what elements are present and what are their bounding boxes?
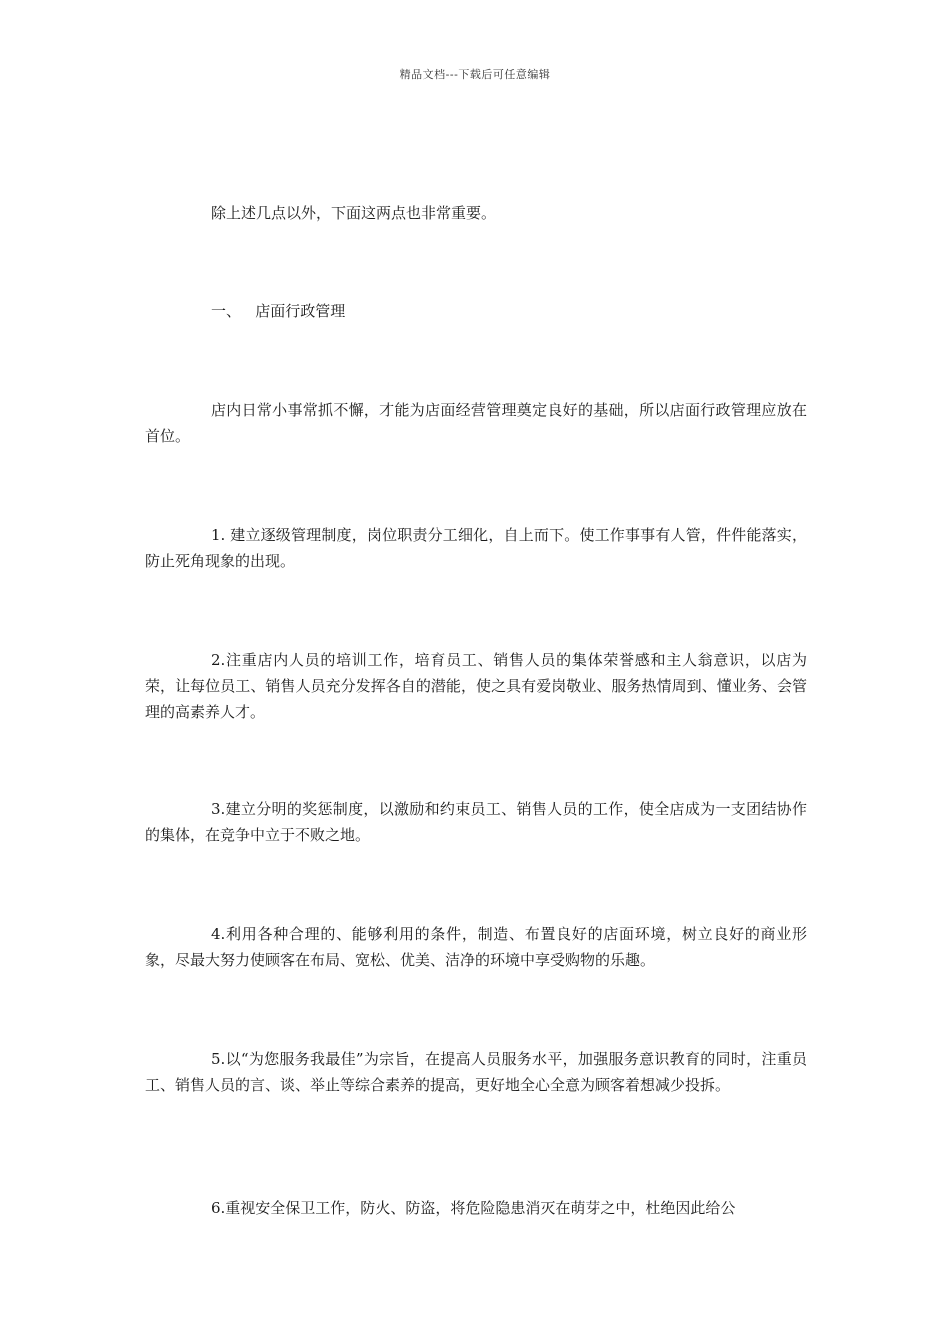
list-item-3: 3.建立分明的奖惩制度，以激励和约束员工、销售人员的工作，使全店成为一支团结协作的集体，在竞争中立于不败之地。 (145, 800, 807, 844)
list-item-5: 5.以“为您服务我最佳”为宗旨，在提高人员服务水平，加强服务意识教育的同时，注重员工、销售人员的言、谈、举止等综合素养的提高，更好地全心全意为顾客着想减少投拆。 (145, 1050, 807, 1094)
list-item-1: 1. 建立逐级管理制度，岗位职责分工细化，自上而下。使工作事事有人管，件件能落实，防止死角现象的出现。 (145, 526, 807, 570)
list-item-4: 4.利用各种合理的、能够利用的条件，制造、布置良好的店面环境，树立良好的商业形象，尽最大努力使顾客在布局、宽松、优美、洁净的环境中享受购物的乐趣。 (145, 925, 807, 969)
list-item-6: 6.重视安全保卫工作，防火、防盗，将危险隐患消灭在萌芽之中，杜绝因此给公 (211, 1199, 736, 1217)
page-header: 精品文档---下载后可任意编辑 (399, 68, 551, 81)
list-item-2: 2.注重店内人员的培训工作，培育员工、销售人员的集体荣誉感和主人翁意识，以店为荣，让每位员工、销售人员充分发挥各自的潜能，使之具有爱岗敬业、服务热情周到、懂业务、会管理的高素养人才。 (145, 651, 807, 721)
section-intro-paragraph: 店内日常小事常抓不懈，才能为店面经营管理奠定良好的基础，所以店面行政管理应放在首位。 (145, 401, 807, 445)
section-title: 一、 店面行政管理 (211, 302, 346, 320)
intro-paragraph: 除上述几点以外，下面这两点也非常重要。 (211, 204, 497, 222)
